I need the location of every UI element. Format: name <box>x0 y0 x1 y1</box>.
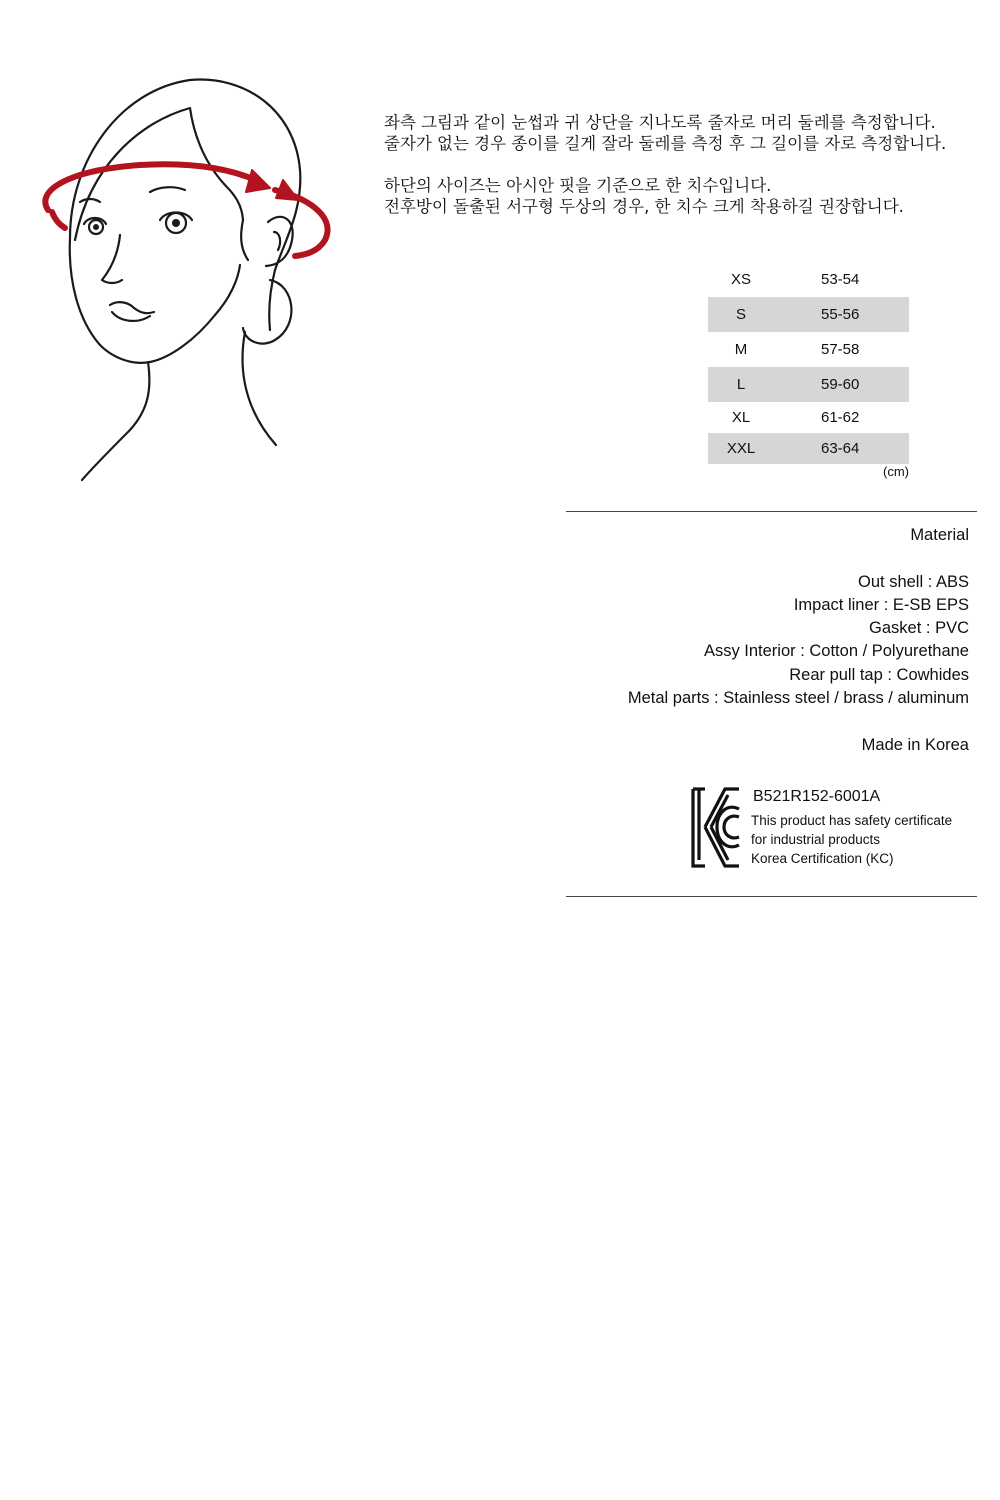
certification-code: B521R152-6001A <box>753 788 881 805</box>
kc-certification-logo <box>691 787 743 868</box>
instruction-line-4: 전후방이 돌출된 서구형 두상의 경우, 한 치수 크게 착용하길 권장합니다. <box>384 197 904 216</box>
size-label: L <box>736 376 746 393</box>
size-table <box>708 262 909 464</box>
divider <box>566 896 977 897</box>
size-range: 59-60 <box>821 376 860 393</box>
instruction-line-2: 줄자가 없는 경우 종이를 길게 잘라 둘레를 측정 후 그 길이를 자로 측정합니다. <box>384 134 947 153</box>
instruction-line-3: 하단의 사이즈는 아시안 핏을 기준으로 한 치수입니다. <box>384 176 772 195</box>
size-row <box>708 262 909 297</box>
material-heading: Material <box>910 526 969 544</box>
size-row <box>708 402 909 433</box>
material-item: Rear pull tap : Cowhides <box>789 665 969 684</box>
certification-line: for industrial products <box>751 832 881 847</box>
material-item: Out shell : ABS <box>858 572 969 591</box>
size-row <box>708 367 909 402</box>
size-row <box>708 332 909 367</box>
certification-line: This product has safety certificate <box>751 813 953 828</box>
certification-line: Korea Certification (KC) <box>751 851 894 866</box>
size-row <box>708 297 909 332</box>
size-range: 61-62 <box>821 409 860 426</box>
instruction-line-1: 좌측 그림과 같이 눈썹과 귀 상단을 지나도록 줄자로 머리 둘레를 측정합니다. <box>384 113 936 132</box>
size-label: XXL <box>726 440 756 457</box>
size-range: 55-56 <box>821 306 860 323</box>
certification-info <box>751 786 952 868</box>
size-range: 63-64 <box>821 440 860 457</box>
material-item: Gasket : PVC <box>869 619 969 638</box>
material-item: Impact liner : E-SB EPS <box>793 595 969 614</box>
divider <box>566 511 977 512</box>
size-row <box>708 433 909 464</box>
size-label: XS <box>730 271 751 288</box>
material-section <box>549 524 969 757</box>
size-range: 57-58 <box>821 341 860 358</box>
head-measurement-illustration <box>30 70 340 490</box>
origin-label: Made in Korea <box>861 735 969 754</box>
size-label: XL <box>731 409 751 426</box>
size-label: M <box>734 341 748 358</box>
size-unit: (cm) <box>883 464 909 479</box>
size-label: S <box>735 306 746 323</box>
material-item: Assy Interior : Cotton / Polyurethane <box>703 642 969 661</box>
material-item: Metal parts : Stainless steel / brass / aluminum <box>627 689 969 708</box>
measuring-instructions <box>384 112 994 217</box>
size-range: 53-54 <box>821 271 860 288</box>
